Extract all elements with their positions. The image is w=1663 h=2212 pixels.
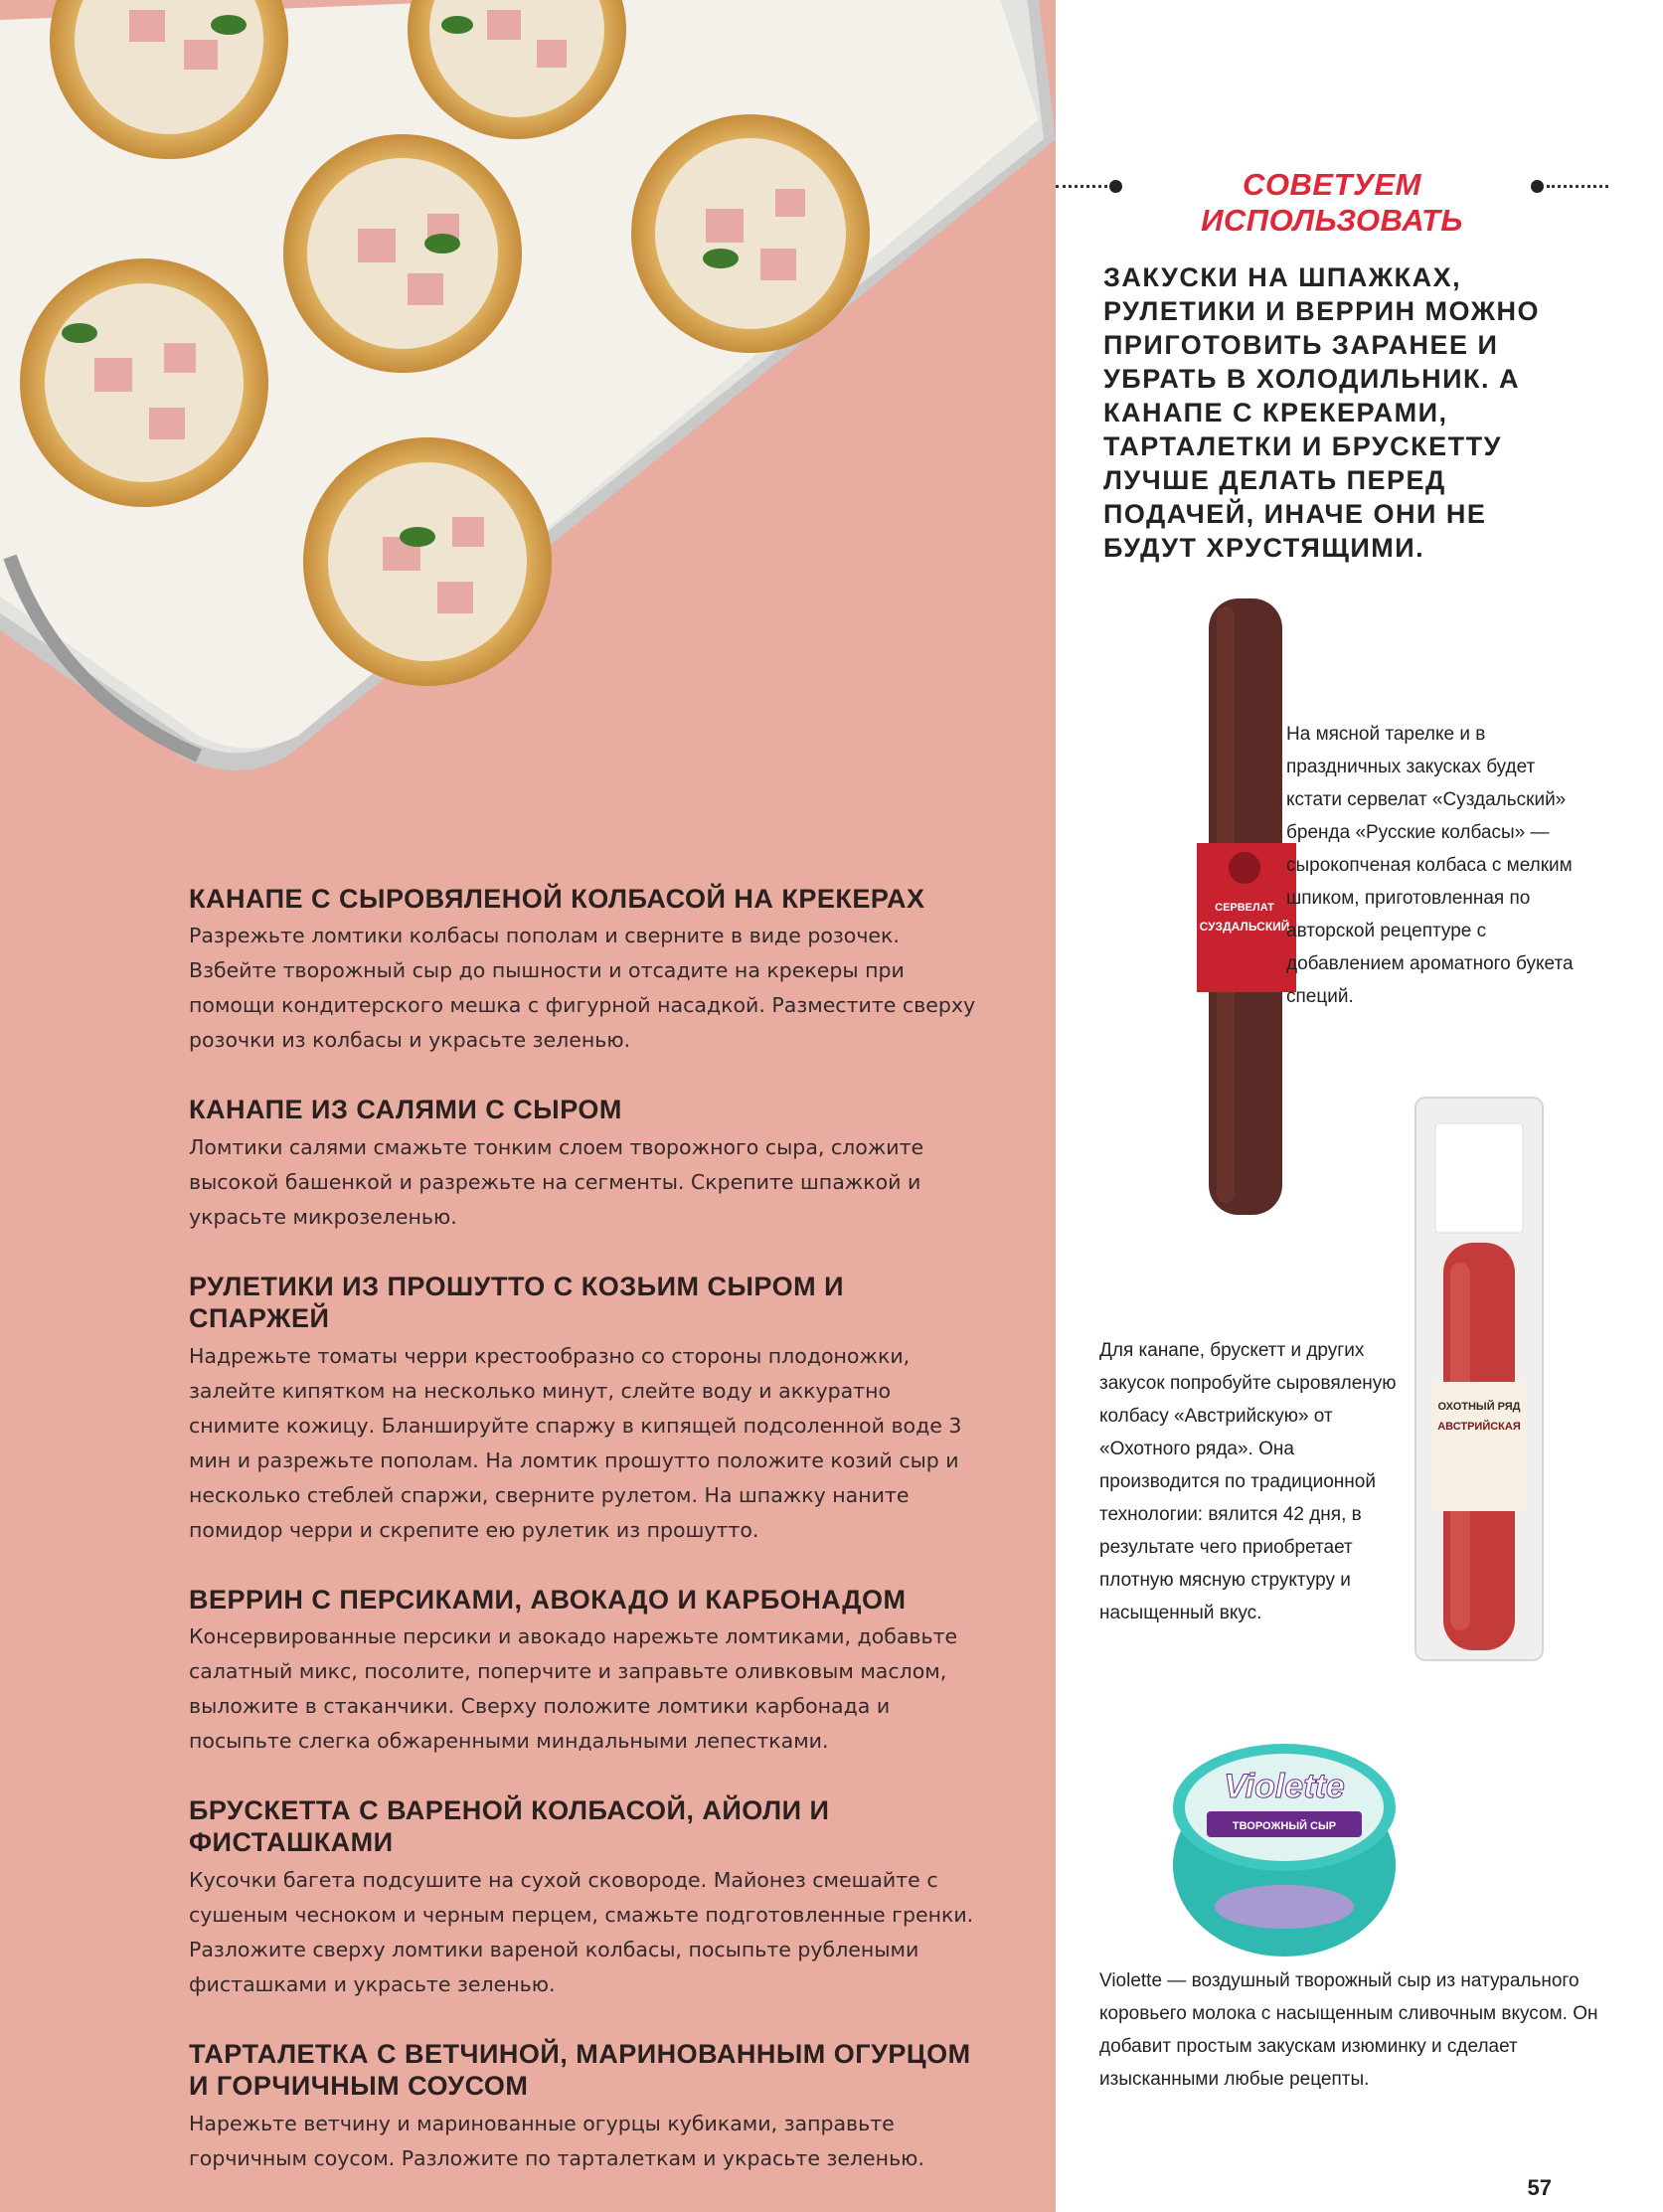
salami-product-image [1396, 1094, 1565, 1670]
tartlets-photo [0, 0, 1056, 795]
recipe-text: Нарежьте ветчину и маринованные огурцы кубиками, заправьте горчичным соусом. Разложите по тарталеткам и украсьте зеленью. [189, 2111, 924, 2170]
recipe-item [189, 1794, 984, 2002]
recipe-item [189, 883, 984, 1058]
recipe-title: КАНАПЕ ИЗ САЛЯМИ С СЫРОМ [189, 1095, 622, 1125]
recipe-text: Надрежьте томаты черри крестообразно со стороны плодоножки, залейте кипятком на несколько минут, слейте воду и аккуратно снимите кожицу. Бланшируйте спаржу в кипящей подсоленной воде 3 мин и разрежьте пополам. На ломтик прошутто положите козий сыр и несколько стеблей спаржи, сверните рулетом. На шпажку наните помидор черри и скрепите ею рулетик из прошутто. [189, 1343, 962, 1542]
cervelat-label-line2: СУЗДАЛЬСКИЙ [1199, 920, 1290, 934]
dotted-rule-right [1547, 185, 1608, 192]
advice-title: СОВЕТУЕМ ИСПОЛЬЗОВАТЬ [1201, 167, 1463, 238]
recipe-text: Кусочки багета подсушите на сухой сковороде. Майонез смешайте с сушеным чесноком и черным перцем, смажьте подготовленные гренки. Разложите сверху ломтики вареной колбасы, посыпьте рублеными фисташками и украсьте зеленью. [189, 1867, 974, 1996]
tartlet-6 [303, 437, 552, 686]
bullet-dot-left [1109, 180, 1122, 193]
recipe-item [189, 1094, 984, 1234]
recipe-title: ТАРТАЛЕТКА С ВЕТЧИНОЙ, МАРИНОВАННЫМ ОГУРЦОМ И ГОРЧИЧНЫМ СОУСОМ [189, 2038, 971, 2102]
dotted-rule-left [1056, 185, 1107, 192]
advice-tip: ЗАКУСКИ НА ШПАЖКАХ, РУЛЕТИКИ И ВЕРРИН МОЖНО ПРИГОТОВИТЬ ЗАРАНЕЕ И УБРАТЬ В ХОЛОДИЛЬНИК. А КАНАПЕ С КРЕКЕРАМИ, ТАРТАЛЕТКИ И БРУСКЕТТУ ЛУЧШЕ ДЕЛАТЬ ПЕРЕД ПОДАЧЕЙ, ИНАЧЕ ОНИ НЕ БУДУТ ХРУСТЯЩИМИ. [1103, 262, 1541, 563]
page-number: 57 [1527, 2175, 1552, 2200]
tartlet-3 [283, 134, 522, 373]
advice-header [1056, 167, 1612, 238]
violette-caption: Violette — воздушный творожный сыр из натурального коровьего молока с насыщенным сливочным вкусом. Он добавит простым закускам изюминку и сделает изысканными любые рецепты. [1099, 1970, 1598, 2090]
salami-label-line2: АВСТРИЙСКАЯ [1437, 1421, 1521, 1433]
cervelat-caption: На мясной тарелке и в праздничных закусках будет кстати сервелат «Суздальский» бренда «Русские колбасы» — сырокопченая колбаса с мелким шпиком, приготовленная по авторской рецептуре с добавлением ароматного букета специй. [1286, 724, 1574, 1007]
salami-caption: Для канапе, брускетт и других закусок попробуйте сыровяленую колбасу «Австрийскую» от «Охотного ряда». Она производится по традиционной технологии: вялится 42 дня, в результате чего приобретает плотную мясную структуру и насыщенный вкус. [1099, 1340, 1397, 1623]
recipe-title: РУЛЕТИКИ ИЗ ПРОШУТТО С КОЗЬИМ СЫРОМ И СПАРЖЕЙ [189, 1271, 844, 1334]
recipe-title: КАНАПЕ С СЫРОВЯЛЕНОЙ КОЛБАСОЙ НА КРЕКЕРАХ [189, 884, 925, 914]
recipe-item [189, 1584, 984, 1759]
tartlet-4 [631, 114, 870, 353]
salami-label-line1: ОХОТНЫЙ РЯД [1437, 1401, 1521, 1413]
cervelat-label-line1: СЕРВЕЛАТ [1215, 902, 1274, 914]
recipe-list [189, 883, 984, 2212]
recipe-item [189, 2038, 984, 2176]
recipe-text: Разрежьте ломтики колбасы пополам и сверните в виде розочек. Взбейте творожный сыр до пышности и отсадите на крекеры при помощи кондитерского мешка с фигурной насадкой. Разместите сверху розочки из колбасы и украсьте зеленью. [189, 924, 976, 1053]
recipe-title: БРУСКЕТТА С ВАРЕНОЙ КОЛБАСОЙ, АЙОЛИ И ФИСТАШКАМИ [189, 1794, 830, 1858]
violette-sub: ТВОРОЖНЫЙ СЫР [1232, 1820, 1337, 1832]
violette-brand: Violette [1224, 1768, 1345, 1805]
violette-product-image [1167, 1728, 1402, 1962]
tartlet-5 [20, 258, 268, 507]
recipe-item [189, 1271, 984, 1548]
recipe-title: ВЕРРИН С ПЕРСИКАМИ, АВОКАДО И КАРБОНАДОМ [189, 1584, 907, 1615]
advice-panel [1056, 0, 1663, 2212]
recipe-text: Ломтики салями смажьте тонким слоем творожного сыра, сложите высокой башенкой и разрежьте на сегменты. Скрепите шпажкой и украсьте микрозеленью. [189, 1134, 924, 1229]
recipe-text: Консервированные персики и авокадо нарежьте ломтиками, добавьте салатный микс, посолите, поперчите и заправьте оливковым маслом, выложите в стаканчики. Сверху положите ломтики карбонада и посыпьте слегка обжаренными миндальными лепестками. [189, 1623, 958, 1753]
bullet-dot-right [1531, 180, 1544, 193]
